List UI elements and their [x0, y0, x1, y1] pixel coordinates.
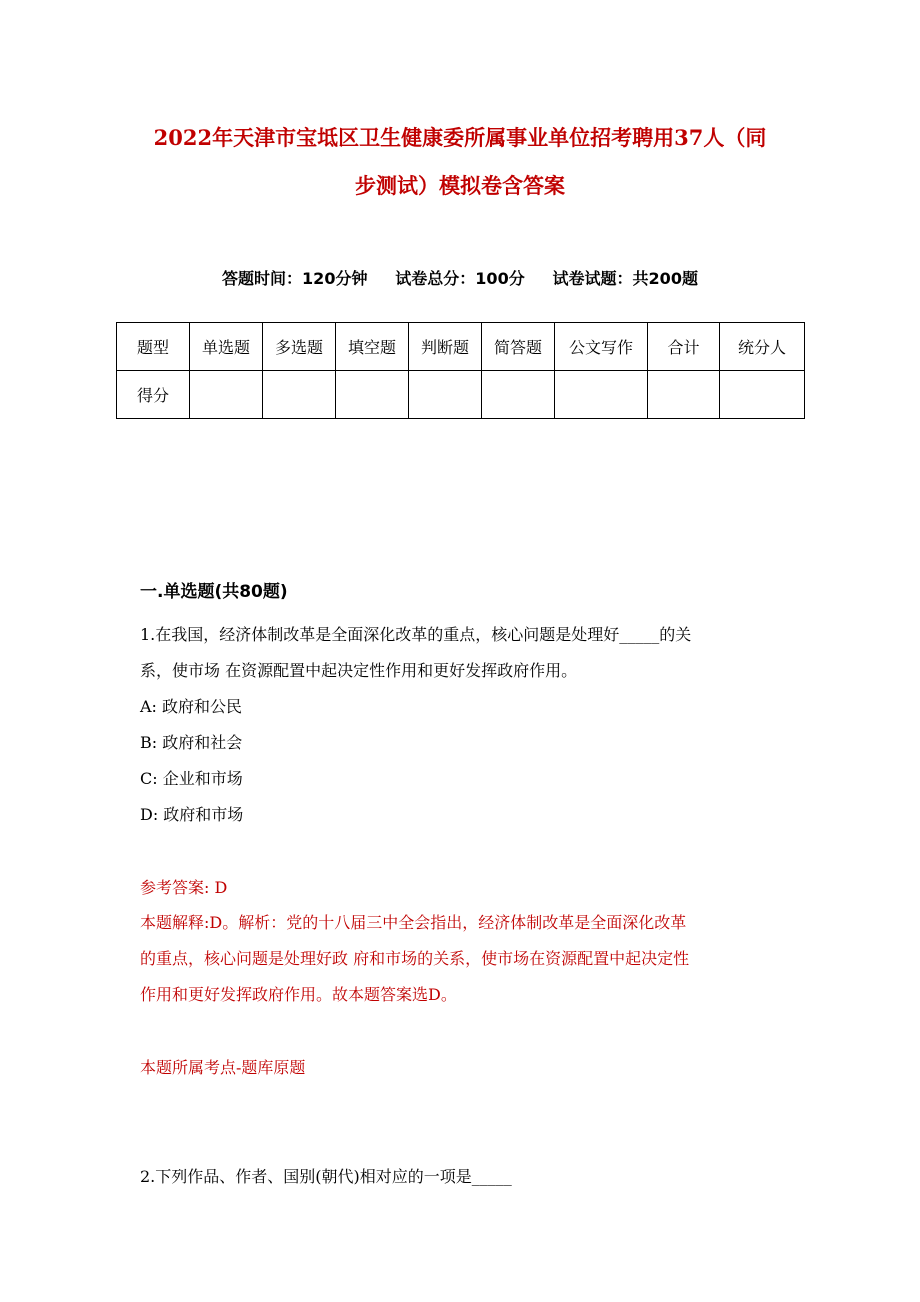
score-header-cell: 公文写作	[555, 323, 648, 371]
question-1-explanation-line-2: 的重点，核心问题是处理好政 府和市场的关系，使市场在资源配置中起决定性	[140, 949, 690, 968]
question-1-explanation-line-3: 作用和更好发挥政府作用。故本题答案选D。	[140, 985, 457, 1004]
score-header-cell: 填空题	[336, 323, 409, 371]
score-header-cell: 多选题	[263, 323, 336, 371]
section-heading: 一.单选题(共80题)	[140, 582, 288, 602]
score-cell	[720, 371, 805, 419]
score-header-cell: 题型	[117, 323, 190, 371]
question-1-option-c: C: 企业和市场	[140, 769, 243, 788]
exam-meta: 答题时间：120分钟 试卷总分：100分 试卷试题：共200题	[222, 269, 698, 288]
question-1-stem-line-2: 系，使市场 在资源配置中起决定性作用和更好发挥政府作用。	[140, 661, 578, 680]
score-header-cell: 统分人	[720, 323, 805, 371]
score-cell	[409, 371, 482, 419]
score-table-header-row	[117, 323, 805, 371]
score-cell	[263, 371, 336, 419]
score-header-cell: 合计	[648, 323, 720, 371]
score-cell	[482, 371, 555, 419]
score-header-cell: 判断题	[409, 323, 482, 371]
question-1-option-d: D: 政府和市场	[140, 805, 244, 824]
question-1-answer: 参考答案: D	[140, 878, 228, 897]
question-1-source: 本题所属考点-题库原题	[140, 1058, 306, 1077]
score-row-label: 得分	[117, 371, 190, 419]
score-table-score-row	[117, 371, 805, 419]
score-header-cell: 单选题	[190, 323, 263, 371]
exam-title-line-1: 2022年天津市宝坻区卫生健康委所属事业单位招考聘用37人（同	[153, 125, 767, 150]
exam-title-line-2: 步测试）模拟卷含答案	[355, 173, 565, 198]
question-1-stem-line-1: 1.在我国，经济体制改革是全面深化改革的重点，核心问题是处理好_____的关	[140, 625, 692, 644]
question-1-option-b: B: 政府和社会	[140, 733, 243, 752]
score-table	[116, 322, 805, 419]
question-1-explanation-line-1: 本题解释:D。解析：党的十八届三中全会指出，经济体制改革是全面深化改革	[140, 913, 687, 932]
score-cell	[190, 371, 263, 419]
score-header-cell: 简答题	[482, 323, 555, 371]
score-cell	[336, 371, 409, 419]
score-cell	[648, 371, 720, 419]
question-2-stem-line-1: 2.下列作品、作者、国别(朝代)相对应的一项是_____	[140, 1167, 512, 1186]
question-1-option-a: A: 政府和公民	[140, 697, 243, 716]
score-cell	[555, 371, 648, 419]
